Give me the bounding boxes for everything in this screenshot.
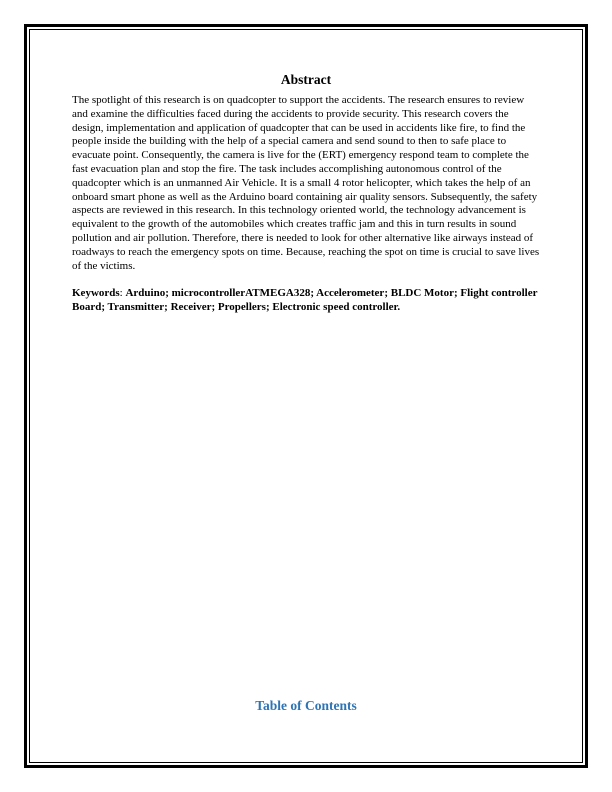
abstract-body: The spotlight of this research is on quadcopter to support the accidents. The research ensures to review and examine the difficulties faced during the accidents to provide security. This research covers the design, implementation and application of quadcopter that can be used in accidents like fire, to find the people inside the building with the help of a special camera and send sound to then to safe place to evacuate point. Consequently, the camera is live for the (ERT) emergency respond team to complete the fast evacuation plan and stop the fire. The task includes accomplishing autonomous control of the quadcopter which is an unmanned Air Vehicle. It is a small 4 rotor helicopter, which takes the help of an onboard smart phone as well as the Arduino board containing air quality sensors. Subsequently, the safety aspects are reviewed in this research. In this technology oriented world, the technology advancement is equivalent to the growth of the automobiles which creates traffic jam and this in turn results in sound pollution and air pollution. Therefore, there is needed to look for other alternative like airways instead of roadways to reach the emergency spots on time. Because, reaching the spot on time is crucial to save lives of the victims. [72, 94, 540, 272]
keywords-paragraph [72, 287, 540, 315]
table-of-contents-heading: Table of Contents [255, 698, 357, 713]
keywords-separator: : [119, 287, 126, 300]
abstract-heading: Abstract [280, 72, 332, 87]
keywords-label: Keywords [72, 287, 120, 300]
page-content [72, 70, 540, 315]
keywords-list: Arduino; microcontrollerATMEGA328; Accelerometer; BLDC Motor; Flight controller Board; Transmitter; Receiver; Propellers; Electronic speed controller. [72, 287, 538, 314]
